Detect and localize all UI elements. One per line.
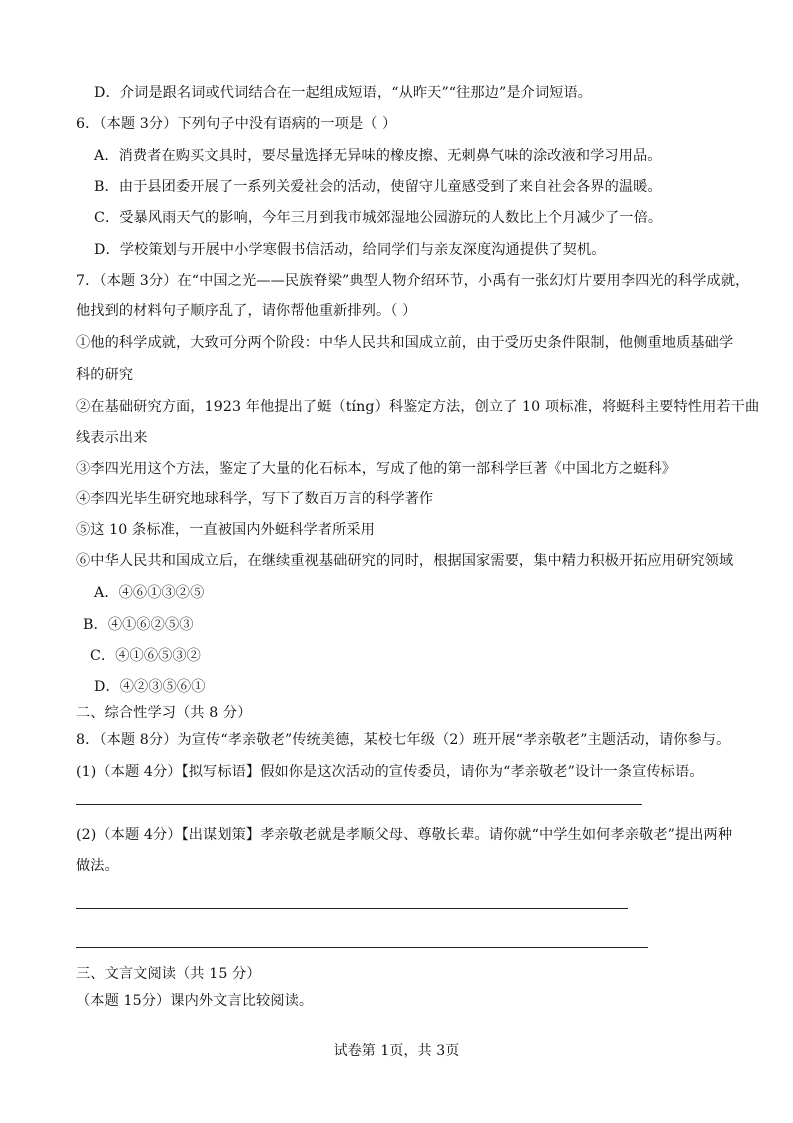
question-8-part-2-line1: (2)（本题 4分）【出谋划策】孝亲敬老就是孝顺父母、尊敬长辈。请你就“中学生如何孝亲敬老”提出两种 [76,827,733,843]
question-6-stem: 6．（本题 3分）下列句子中没有语病的一项是（ ） [76,116,397,132]
q6-option-a: A．消费者在购买文具时，要尽量选择无异味的橡皮擦、无刺鼻气味的涂改液和学习用品。 [94,148,662,164]
question-8-part-2-line2: 做法。 [76,858,119,874]
section-2-heading: 二、综合性学习（共 8 分） [76,705,252,721]
page-footer: 试卷第 1页，共 3页 [333,1043,460,1059]
q7-option-d: D．④②③⑤⑥① [94,679,206,695]
section-3-intro: （本题 15分）课内外文言比较阅读。 [76,993,314,1009]
section-3-heading: 三、文言文阅读（共 15 分） [76,966,261,982]
q6-option-c: C．受暴风雨天气的影响，今年三月到我市城郊湿地公园游玩的人数比上个月减少了一倍。 [94,210,663,226]
q7-sentence-2-line1: ②在基础研究方面，1923 年他提出了蜓（tíng）科鉴定方法，创立了 10 项标准，将蜓科主要特性用若干曲 [76,399,760,415]
q7-sentence-6: ⑥中华人民共和国成立后，在继续重视基础研究的同时，根据国家需要，集中精力积极开拓应用研究领域 [76,553,734,569]
question-7-stem-line1: 7．（本题 3分）在“中国之光——民族脊梁”典型人物介绍环节，小禹有一张幻灯片要用李四光的科学成就， [76,273,750,289]
q6-option-d: D．学校策划与开展中小学寒假书信活动，给同学们与亲友深度沟通提供了契机。 [94,242,606,258]
q5-option-d: D．介词是跟名词或代词结合在一起组成短语，“从昨天”“往那边”是介词短语。 [94,85,593,101]
q7-sentence-4: ④李四光毕生研究地球科学，写下了数百万言的科学著作 [76,491,434,507]
answer-line [76,947,648,948]
q7-option-b: B．④①⑥②⑤③ [83,617,194,633]
q7-option-a: A．④⑥①③②⑤ [94,585,205,601]
question-8-stem: 8．（本题 8分）为宣传“孝亲敬老”传统美德，某校七年级（2）班开展“孝亲敬老”主题活动，请你参与。 [76,732,731,748]
q7-sentence-3: ③李四光用这个方法，鉴定了大量的化石标本，写成了他的第一部科学巨著《中国北方之蜓科》 [76,461,677,477]
q7-sentence-1-line2: 科的研究 [76,367,134,383]
q6-option-b: B．由于县团委开展了一系列关爱社会的活动，使留守儿童感受到了来自社会各界的温暖。 [94,179,662,195]
answer-line [76,804,642,805]
question-7-stem-line2: 他找到的材料句子顺序乱了，请你帮他重新排列。（ ） [76,303,417,319]
q7-sentence-1-line1: ①他的科学成就，大致可分两个阶段：中华人民共和国成立前，由于受历史条件限制，他侧重地质基础学 [76,335,734,351]
q7-sentence-5: ⑤这 10 条标准，一直被国内外蜓科学者所采用 [76,522,375,538]
q7-option-c: C．④①⑥⑤③② [90,648,201,664]
question-8-part-1: (1)（本题 4分）【拟写标语】假如你是这次活动的宣传委员，请你为“孝亲敬老”设计一条宣传标语。 [76,764,704,780]
q7-sentence-2-line2: 线表示出来 [76,430,148,446]
answer-line [76,908,628,909]
